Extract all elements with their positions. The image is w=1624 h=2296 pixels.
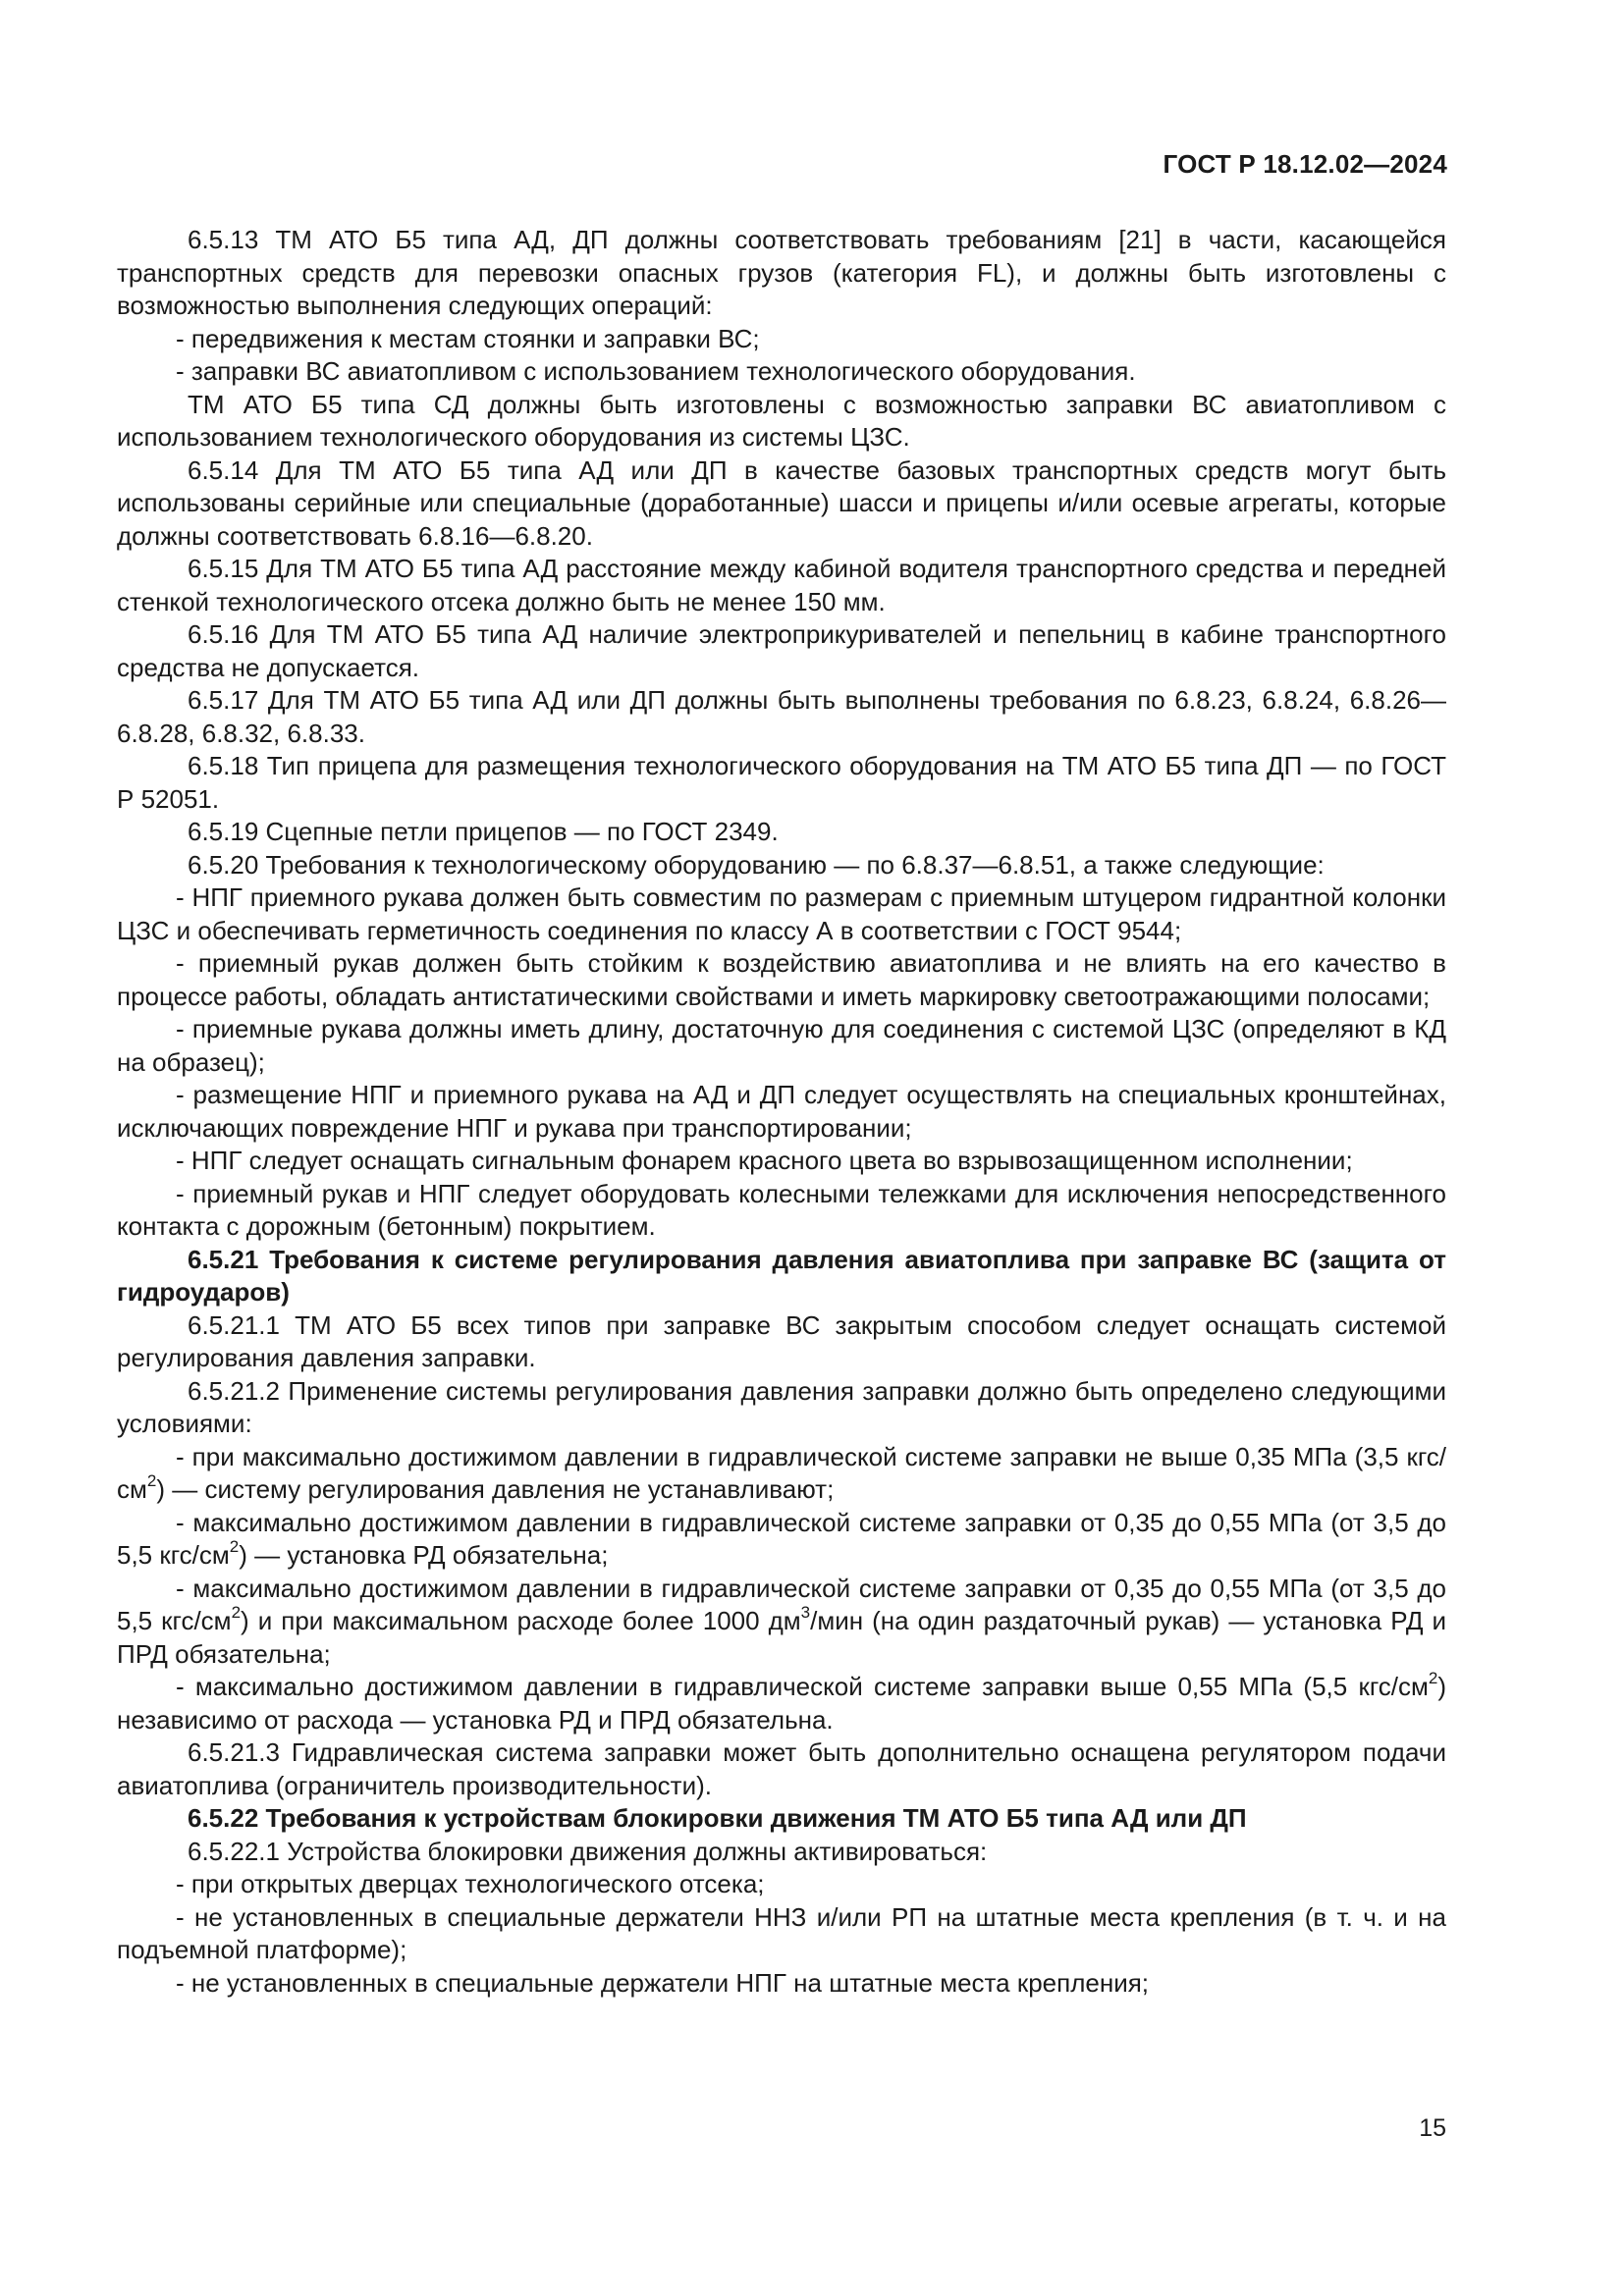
superscript: 2 bbox=[229, 1537, 240, 1557]
text-run: ) независимо от расхода — установка РД и ПРД обязательна. bbox=[117, 1672, 1446, 1735]
clause-6-5-19: 6.5.19 Сцепные петли прицепов — по ГОСТ 2349. bbox=[188, 817, 779, 846]
text-run: - максимально достижимом давлении в гидравлической системе заправки выше 0,55 МПа (5,5 кгс/см bbox=[176, 1672, 1429, 1701]
list-item bbox=[117, 1507, 1446, 1573]
list-item bbox=[117, 1573, 1446, 1672]
list-item: - заправки ВС авиатопливом с использованием технологического оборудования. bbox=[176, 356, 1136, 386]
text-run: ) и при максимальном расходе более 1000 дм bbox=[241, 1606, 801, 1635]
clause-6-5-21-1: 6.5.21.1 ТМ АТО Б5 всех типов при заправке ВС закрытым способом следует оснащать системой регулирования давления заправки. bbox=[117, 1309, 1446, 1372]
list-item: - приемный рукав и НПГ следует оборудовать колесными тележками для исключения непосредственного контакта с дорожным (бетонным) покрытием. bbox=[117, 1178, 1446, 1241]
list-item: - при открытых дверцах технологического отсека; bbox=[176, 1869, 765, 1898]
clause-6-5-14: 6.5.14 Для ТМ АТО Б5 типа АД или ДП в качестве базовых транспортных средств могут быть использованы серийные или специальные (доработанные) шасси и прицепы и/или осевые агрегаты, которые должны соответствовать 6.8.16—6.8.20. bbox=[117, 454, 1446, 551]
page-number: 15 bbox=[1419, 2114, 1446, 2142]
list-item: - приемные рукава должны иметь длину, достаточную для соединения с системой ЦЗС (определяют в КД на образец); bbox=[117, 1014, 1446, 1077]
list-item: - приемный рукав должен быть стойким к воздействию авиатоплива и не влиять на его качество в процессе работы, обладать антистатическими свойствами и иметь маркировку светоотражающими полосами; bbox=[117, 948, 1446, 1011]
list-item: - размещение НПГ и приемного рукава на АД и ДП следует осуществлять на специальных кронштейнах, исключающих повреждение НПГ и рукава при транспортировании; bbox=[117, 1080, 1446, 1143]
section-heading-6-5-21: 6.5.21 Требования к системе регулирования давления авиатоплива при заправке ВС (защита от гидроударов) bbox=[117, 1244, 1446, 1307]
list-item: - НПГ следует оснащать сигнальным фонарем красного цвета во взрывозащищенном исполнении; bbox=[176, 1146, 1353, 1175]
list-item: - не установленных в специальные держатели НПГ на штатные места крепления; bbox=[176, 1967, 1150, 1998]
superscript: 2 bbox=[1428, 1669, 1438, 1688]
text-run: ) — установка РД обязательна; bbox=[239, 1540, 609, 1570]
clause-6-5-21-2: 6.5.21.2 Применение системы регулирования давления заправки должно быть определено следующими условиями: bbox=[117, 1375, 1446, 1438]
clause-6-5-21-3: 6.5.21.3 Гидравлическая система заправки может быть дополнительно оснащена регулятором подачи авиатоплива (ограничитель производительности). bbox=[117, 1737, 1446, 1800]
clause-6-5-20: 6.5.20 Требования к технологическому оборудованию — по 6.8.37—6.8.51, а также следующие: bbox=[188, 849, 1325, 880]
list-item: - не установленных в специальные держатели ННЗ и/или РП на штатные места крепления (в т. ч. и на подъемной платформе); bbox=[117, 1901, 1446, 1964]
list-item: - НПГ приемного рукава должен быть совместим по размерам с приемным штуцером гидрантной колонки ЦЗС и обеспечивать герметичность соединения по классу А в соответствии с ГОСТ 9544; bbox=[117, 882, 1446, 945]
clause-6-5-17: 6.5.17 Для ТМ АТО Б5 типа АД или ДП должны быть выполнены требования по 6.8.23, 6.8.24, 6.8.26—6.8.28, 6.8.32, 6.8.33. bbox=[117, 685, 1446, 748]
paragraph: ТМ АТО Б5 типа СД должны быть изготовлены с возможностью заправки ВС авиатопливом с использованием технологического оборудования из системы ЦЗС. bbox=[117, 389, 1446, 452]
text-run: - максимально достижимом давлении в гидравлической системе заправки от 0,35 до 0,55 МПа (от 3,5 до 5,5 кгс/см bbox=[117, 1507, 1446, 1570]
clause-6-5-13: 6.5.13 ТМ АТО Б5 типа АД, ДП должны соответствовать требованиям [21] в части, касающейся транспортных средств для перевозки опасных грузов (категория FL), и должны быть изготовлены с возможностью выполнения следующих операций: bbox=[117, 225, 1446, 320]
section-heading-6-5-22: 6.5.22 Требования к устройствам блокировки движения ТМ АТО Б5 типа АД или ДП bbox=[188, 1803, 1247, 1833]
text-run: ) — систему регулирования давления не устанавливают; bbox=[156, 1474, 835, 1504]
superscript: 2 bbox=[146, 1471, 157, 1491]
superscript: 2 bbox=[231, 1603, 242, 1623]
document-code: ГОСТ Р 18.12.02—2024 bbox=[1163, 149, 1447, 179]
list-item: - передвижения к местам стоянки и заправки ВС; bbox=[176, 323, 760, 353]
clause-6-5-16: 6.5.16 Для ТМ АТО Б5 типа АД наличие электроприкуривателей и пепельниц в кабине транспортного средства не допускается. bbox=[117, 619, 1446, 682]
text-run: - при максимально достижимом давлении в гидравлической системе заправки не выше 0,35 МПа (3,5 кгс/см bbox=[117, 1441, 1446, 1504]
clause-6-5-22-1: 6.5.22.1 Устройства блокировки движения должны активироваться: bbox=[188, 1836, 988, 1866]
clause-6-5-18: 6.5.18 Тип прицепа для размещения технологического оборудования на ТМ АТО Б5 типа ДП — по ГОСТ Р 52051. bbox=[117, 751, 1446, 814]
document-body bbox=[117, 224, 1446, 2000]
list-item bbox=[117, 1441, 1446, 1507]
clause-6-5-15: 6.5.15 Для ТМ АТО Б5 типа АД расстояние между кабиной водителя транспортного средства и передней стенкой технологического отсека должно быть не менее 150 мм. bbox=[117, 554, 1446, 616]
superscript: 3 bbox=[800, 1603, 811, 1623]
list-item bbox=[117, 1671, 1446, 1736]
text-run: - максимально достижимом давлении в гидравлической системе заправки от 0,35 до 0,55 МПа (от 3,5 до 5,5 кгс/см bbox=[117, 1573, 1446, 1635]
text-run: /мин (на один раздаточный рукав) — установка РД и ПРД обязательна; bbox=[117, 1606, 1446, 1669]
